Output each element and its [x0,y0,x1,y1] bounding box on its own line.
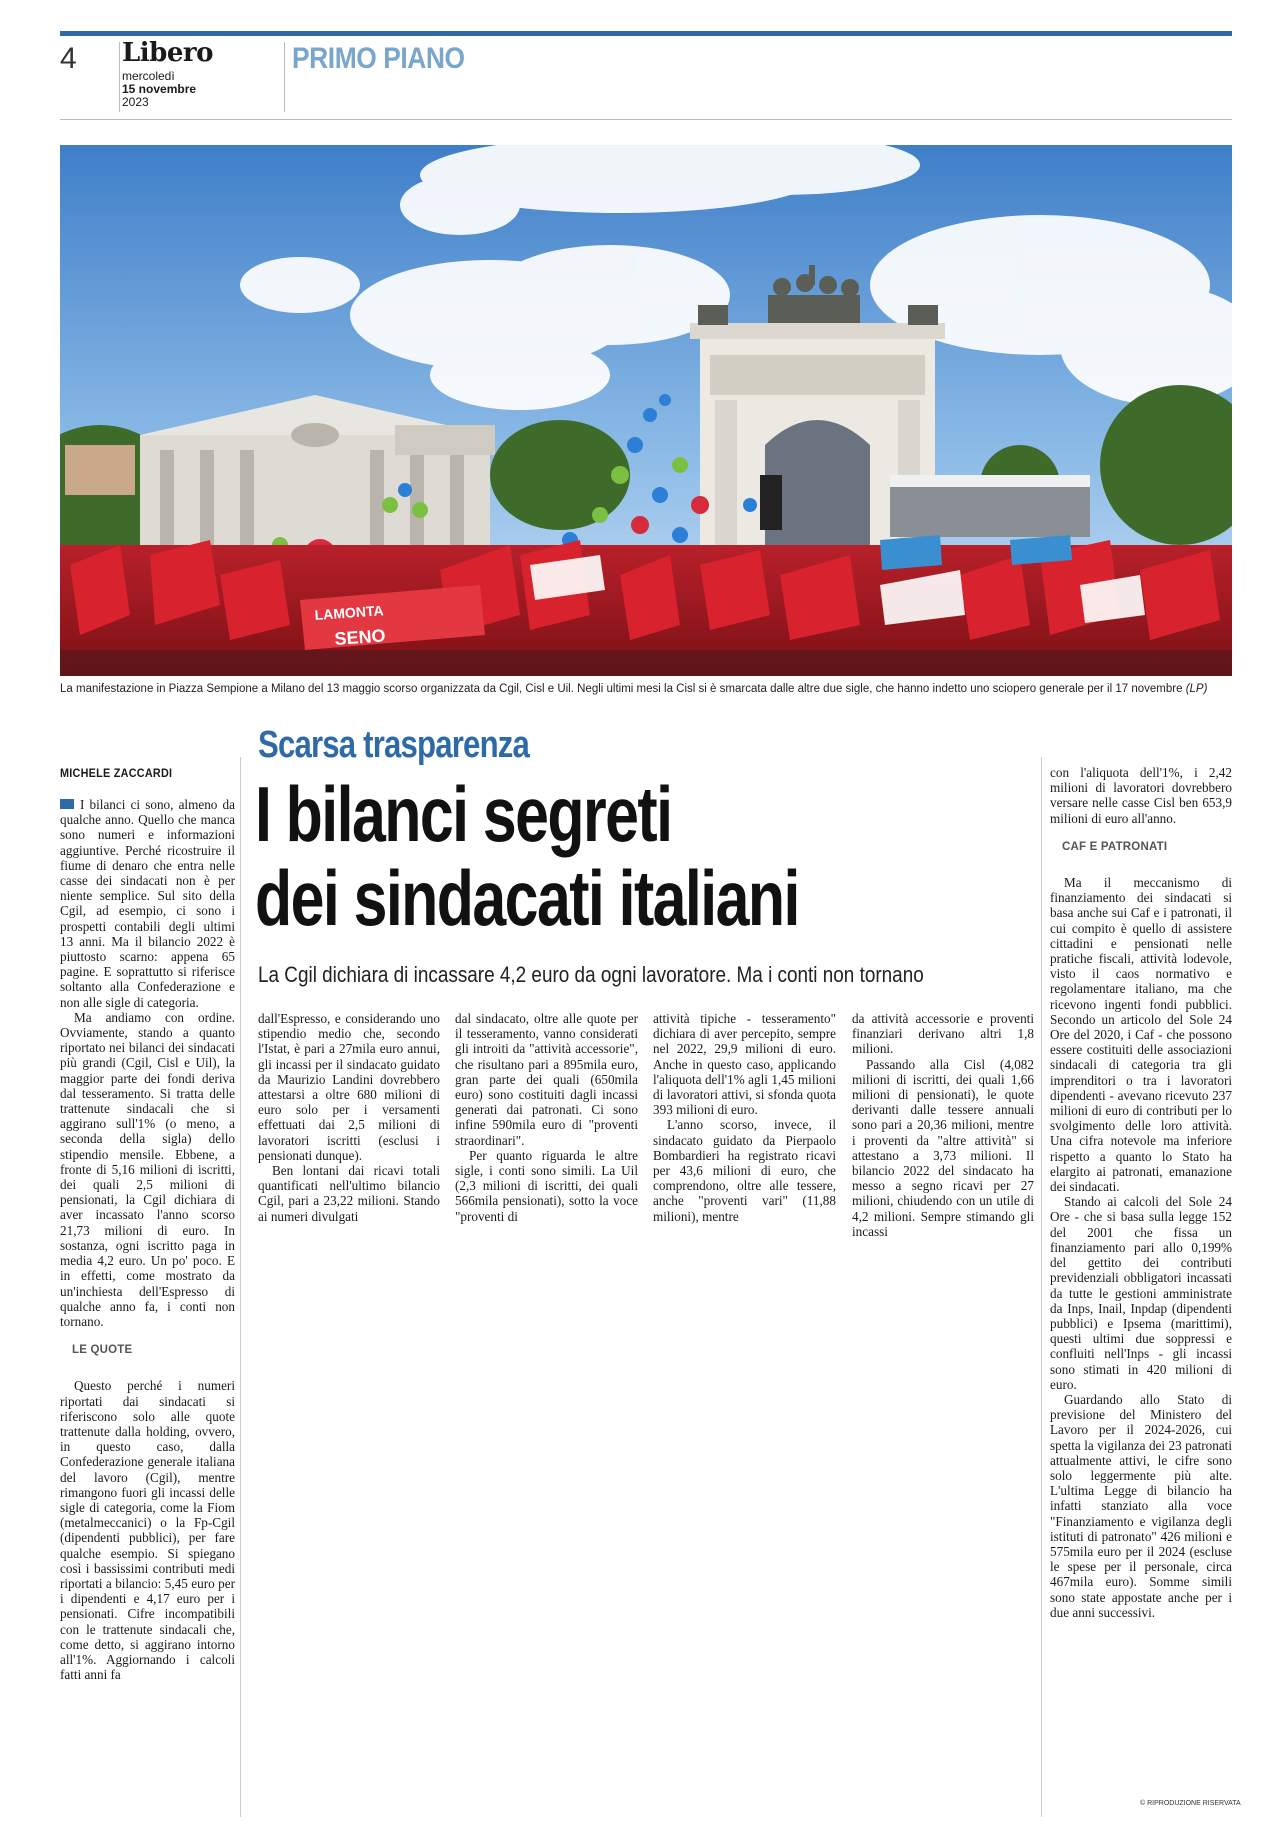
subsection-heading: CAF E PATRONATI [1062,840,1168,853]
paragraph: L'anno scorso, invece, il sindacato guidato da Pierpaolo Bombardieri ha registrato ricavi per 43,6 milioni di euro, che comprendono, oltre alle tessere, anche "proventi vari" (11,88 milioni), mentre [653,1117,836,1224]
kicker: Scarsa trasparenza [258,724,530,766]
page-number: 4 [60,42,77,75]
subheadline: La Cgil dichiara di incassare 4,2 euro da ogni lavoratore. Ma i conti non tornano [258,962,924,987]
article-column-2 [258,1011,440,1224]
paragraph: attività tipiche - tesseramento" dichiara di aver percepito, sempre nel 2022, 29,9 milioni di euro. Anche in questo caso, applicando l'aliquota dell'1% agli 1,45 milioni di lavoratori attivi, si sfonda quota 393 milioni di euro. [653,1011,836,1118]
section-title: PRIMO PIANO [292,42,465,75]
subsection-heading: LE QUOTE [72,1344,133,1357]
date: 15 novembre [122,82,197,96]
header-divider [284,42,285,112]
weekday: mercoledì [122,69,175,83]
article-column-4 [653,1011,836,1224]
paragraph: Questo perché i numeri riportati dai sindacati si riferiscono solo alle quote trattenute dalla holding, ovvero, in questo caso, dalla Confederazione generale italiana del lavoro (Cgil), mentre rimangono fuori gli incassi delle sigle di categoria, come la Fiom (metalmeccanici) o la Fp-Cgil (dipendenti pubblici), per fare qualche esempio. Si spiegano così i bassissimi contributi medi riportati a bilancio: 5,45 euro per i dipendenti e 4,17 euro per i pensionati. Cifre incompatibili con le trattenute sindacali che, come detto, si aggirano intorno all'1%. Aggiornando i calcoli fatti anni fa [60,1378,235,1683]
dateline [122,70,213,109]
paragraph: dall'Espresso, e considerando uno stipendio medio che, secondo l'Istat, è pari a 27mila euro annui, gli incassi per il sindacato guidato da Maurizio Landini dovrebbero attestarsi a oltre 680 milioni di euro solo per i versamenti effettuati dai 2,5 milioni di lavoratori iscritti (esclusi i pensionati dunque). [258,1011,440,1163]
paragraph: con l'aliquota dell'1%, i 2,42 milioni di lavoratori dovrebbero versare nelle casse Cisl ben 653,9 milioni di euro all'anno. [1050,765,1232,826]
column-divider [1041,757,1042,1817]
paragraph: da attività accessorie e proventi finanziari derivano altri 1,8 milioni. [852,1011,1034,1057]
paragraph: I bilanci ci sono, almeno da qualche anno. Quello che manca sono numeri e informazioni aggiuntive. Perché ricostruire il fiume di denaro che entra nelle casse dei sindacati non è per niente semplice. Sul sito della Cgil, ad esempio, ci sono i prospetti contabili degli ultimi 13 anni. Ma il bilancio 2022 è piuttosto scarno: appena 65 pagine. E soprattutto si riferisce soltanto alla Confederazione e non alle sigle di categoria. [60,797,235,1010]
header-rule [60,119,1232,120]
copyright-notice: © RIPRODUZIONE RISERVATA [1140,1800,1241,1807]
photo-caption [60,683,1232,695]
photo-credit: (LP) [1185,683,1208,695]
headline-line: I bilanci segreti [255,770,672,858]
byline: MICHELE ZACCARDI [60,766,173,780]
rally-photo [60,145,1232,676]
paragraph: Stando ai calcoli del Sole 24 Ore - che si basa sulla legge 152 del 2001 che fissa un finanziamento pari allo 0,199% del gettito dei contributi previdenziali obbligatori incassati da tutte le gestioni amministrate da Inps, Inail, Inpdap (dipendenti pubblici) e Ipsema (marittimi), questi ultimi due soppressi e confluiti nell'Inps - gli incassi sono stimati in 420 milioni di euro. [1050,1194,1232,1392]
headline [255,772,799,940]
paragraph: Per quanto riguarda le altre sigle, i conti sono simili. La Uil (2,3 milioni di iscritti, dei quali 566mila pensionati), sotto la voce "proventi di [455,1147,638,1224]
top-accent-bar [60,31,1232,36]
paragraph: Ma il meccanismo di finanziamento dei sindacati si basa anche sui Caf e i patronati, il cui compito è quello di assistere cittadini e pensionati nelle pratiche fiscali, attività lodevole, visto il caos normativo e regolamentare italiano, ma che ricevono ingenti fondi pubblici. Secondo un articolo del Sole 24 Ore del 2020, i Caf - che possono essere costituiti delle associazioni sindacali di categoria tra gli imprenditori o tra i lavoratori dipendenti - avevano ricevuto 237 milioni di euro di contributi per lo svolgimento delle loro attività. Una cifra notevole ma inferiore rispetto a quanto lo Stato ha elargito ai patronati, emanazione dei sindacati. [1050,875,1232,1195]
header-divider [119,42,120,112]
paragraph: Passando alla Cisl (4,082 milioni di iscritti, dei quali 1,66 milioni di pensionati), le quote derivanti dalle tessere annuali sono pari a 20,36 milioni, mentre i proventi da "altre attività" si attestano a 3,73 milioni. Il bilancio 2022 del sindacato ha messo a segno ricavi per 27 milioni, chiudendo con un utile di 4,2 milioni. Sempre stimando gli incassi [852,1056,1034,1239]
paragraph: Ben lontani dai ricavi totali quantificati nell'ultimo bilancio Cgil, pari a 23,22 milioni. Stando ai numeri divulgati [258,1163,440,1224]
caption-text: La manifestazione in Piazza Sempione a Milano del 13 maggio scorso organizzata da Cgil, Cisl e Uil. Negli ultimi mesi la Cisl si è smarcata dalle altre due sigle, che hanno indetto uno sciopero generale per il 17 novembre [60,683,1183,695]
article-column-5 [852,1011,1034,1239]
column-divider [240,757,241,1817]
article-column-3 [455,1011,638,1224]
article-column-6 [1050,765,1232,1620]
paragraph: Ma andiamo con ordine. Ovviamente, stando a quanto riportato nei bilanci dei sindacati più grandi (Cgil, Cisl e Uil), la maggior parte dei fondi deriva dal tesseramento. Si tratta delle trattenute sindacali che si aggirano sull'1% (o meno, a seconda della sigla) dello stipendio mensile. Ebbene, a fronte di 5,16 milioni di iscritti, dei quali 2,5 milioni di pensionati, la Cgil dichiara di aver incassato l'anno scorso 21,73 milioni di euro. In sostanza, ogni iscritto paga in media 4,2 euro. Un po' poco. E in effetti, come mostrato da un'inchiesta dell'Espresso di qualche anno fa, i conti non tornano. [60,1009,235,1329]
article-column-1 [60,797,235,1682]
headline-line: dei sindacati italiani [255,854,799,942]
paragraph: Guardando allo Stato di previsione del Ministero del Lavoro per il 2024-2026, cui spetta la vigilanza dei 23 patronati attualmente attivi, le cifre sono solo leggermente più alte. L'ultima Legge di bilancio ha infatti stanziato alla voce "Finanziamento e vigilanza degli istituti di patronato" 426 milioni e 575mila euro per il 2024 (escluse le spese per il personale, circa 467mila euro). Somme simili sono state appostate anche per i due anni successivi. [1050,1391,1232,1620]
paragraph: dal sindacato, oltre alle quote per il tesseramento, vanno considerati gli introiti da "attività accessorie", che risultano pari a 895mila euro, gran parte dei quali (650mila euro) sono costituiti dagli incassi generati dai patronati. Ci sono infine 590mila euro di "proventi straordinari". [455,1011,638,1148]
newspaper-logo: Libero [122,38,213,68]
banner-text: LAMONTA [314,602,384,623]
banner-text: SENO [333,625,387,649]
lead-square-icon [60,799,74,809]
year: 2023 [122,95,149,109]
masthead [122,40,213,109]
